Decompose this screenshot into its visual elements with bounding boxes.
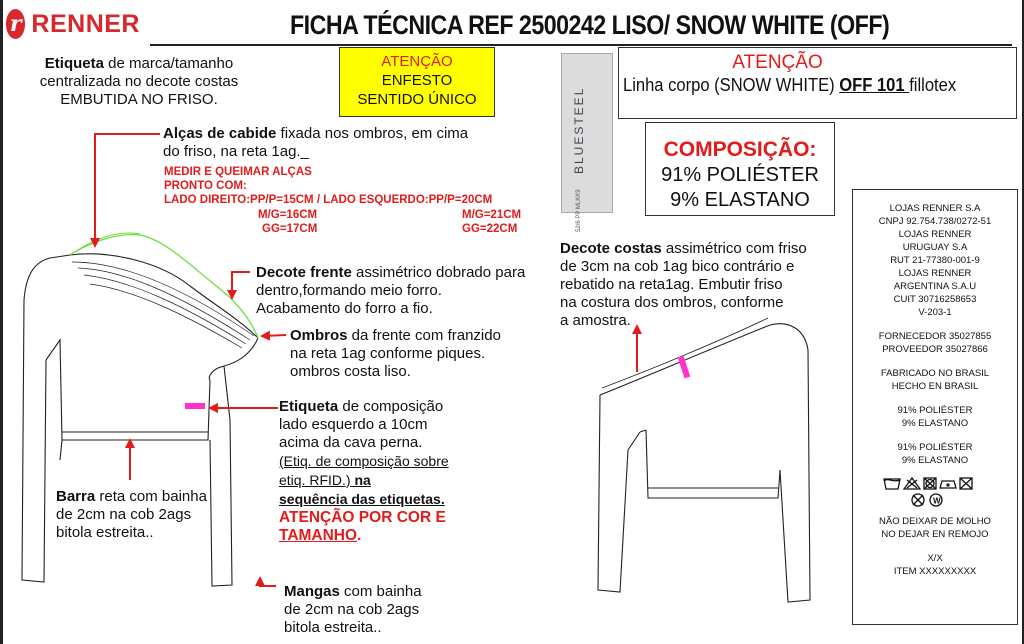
- arrow-alcas: [95, 134, 160, 246]
- note-alcas: Alças de cabide fixada nos ombros, em cima do friso, na reta 1ag._: [163, 125, 469, 160]
- arrow-ombros: [262, 335, 286, 336]
- page-title: FICHA TÉCNICA REF 2500242 LISO/ SNOW WHITE (OFF): [290, 10, 890, 40]
- svg-text:W: W: [933, 496, 941, 506]
- warning-enfesto-box: ATENÇÃO ENFESTO SENTIDO ÚNICO: [339, 47, 495, 117]
- note-etiqueta-marca: Etiqueta de marca/tamanho centralizada no decote costas EMBUTIDA NO FRISO.: [39, 55, 239, 108]
- composition-tag-mark-front: [185, 403, 205, 409]
- arrow-mangas: [260, 578, 276, 586]
- back-sketch: [598, 318, 810, 602]
- brand-tag-text: BLUESTEEL: [572, 86, 586, 174]
- arrow-decote-frente: [232, 272, 250, 298]
- note-barra: Barra reta com bainha de 2cm na cob 2ags bitola estreita..: [56, 488, 207, 541]
- composition-box: COMPOSIÇÃO: 91% POLIÉSTER 9% ELASTANO: [645, 122, 835, 216]
- logo-text: RENNER: [31, 9, 140, 38]
- note-alcas-right-sizes: M/G=16CM GG=17CM: [258, 209, 318, 235]
- note-decote-costas: Decote costas assimétrico com friso de 3cm na cob 1ag bico contrário e rebatido na reta1ag. Embutir friso na costura dos ombros, conforme a amostra.: [560, 240, 807, 329]
- brand-label-tag: [561, 53, 613, 232]
- care-symbols-icon: [880, 475, 990, 513]
- logo-mark: r: [6, 9, 25, 39]
- warning-thread-box: ATENÇÃO Linha corpo (SNOW WHITE) OFF 101 fillotex: [618, 47, 1017, 119]
- note-etiqueta-composicao: Etiqueta de composição lado esquerdo a 10cm acima da cava perna. (Etiq. de composição sobre etiq. RFID.) na sequência das etiquetas. ATENÇÃO POR COR E TAMANHO.: [279, 398, 449, 544]
- note-alcas-left-sizes: M/G=21CM GG=22CM: [462, 209, 522, 235]
- note-ombros: Ombros da frente com franzido na reta 1ag conforme piques. ombros costa liso.: [290, 327, 501, 380]
- note-alcas-measures: MEDIR E QUEIMAR ALÇAS PRONTO COM: LADO DIREITO:PP/P=15CM / LADO ESQUERDO:PP/P=20CM: [164, 166, 493, 206]
- note-mangas: Mangas com bainha de 2cm na cob 2ags bitola estreita..: [284, 583, 422, 636]
- brand-tag-small: 52/6 PP MLKK9: [576, 189, 582, 232]
- note-decote-frente: Decote frente assimétrico dobrado para dentro,formando meio forro. Acabamento do forro a fio.: [256, 264, 526, 317]
- care-label: LOJAS RENNER S.A CNPJ 92.754.738/0272-51 LOJAS RENNER URUGUAY S.A RUT 21-77380-001-9 LOJAS RENNER ARGENTINA S.A.U CUIT 30716258653 V-203-1 FORNECEDOR 35027855 PROVEEDOR 35027866 FABRICADO NO BRASIL HECHO EN BRASIL 91% POLIÉSTER 9% ELASTANO 91% POLIÉSTER 9% ELASTANO W NÃO DEIXAR DE MOLHO NO DEJAR EN REMOJO X/X ITEM XXXXXXXXX: [852, 189, 1018, 625]
- hanger-strap: [70, 235, 258, 338]
